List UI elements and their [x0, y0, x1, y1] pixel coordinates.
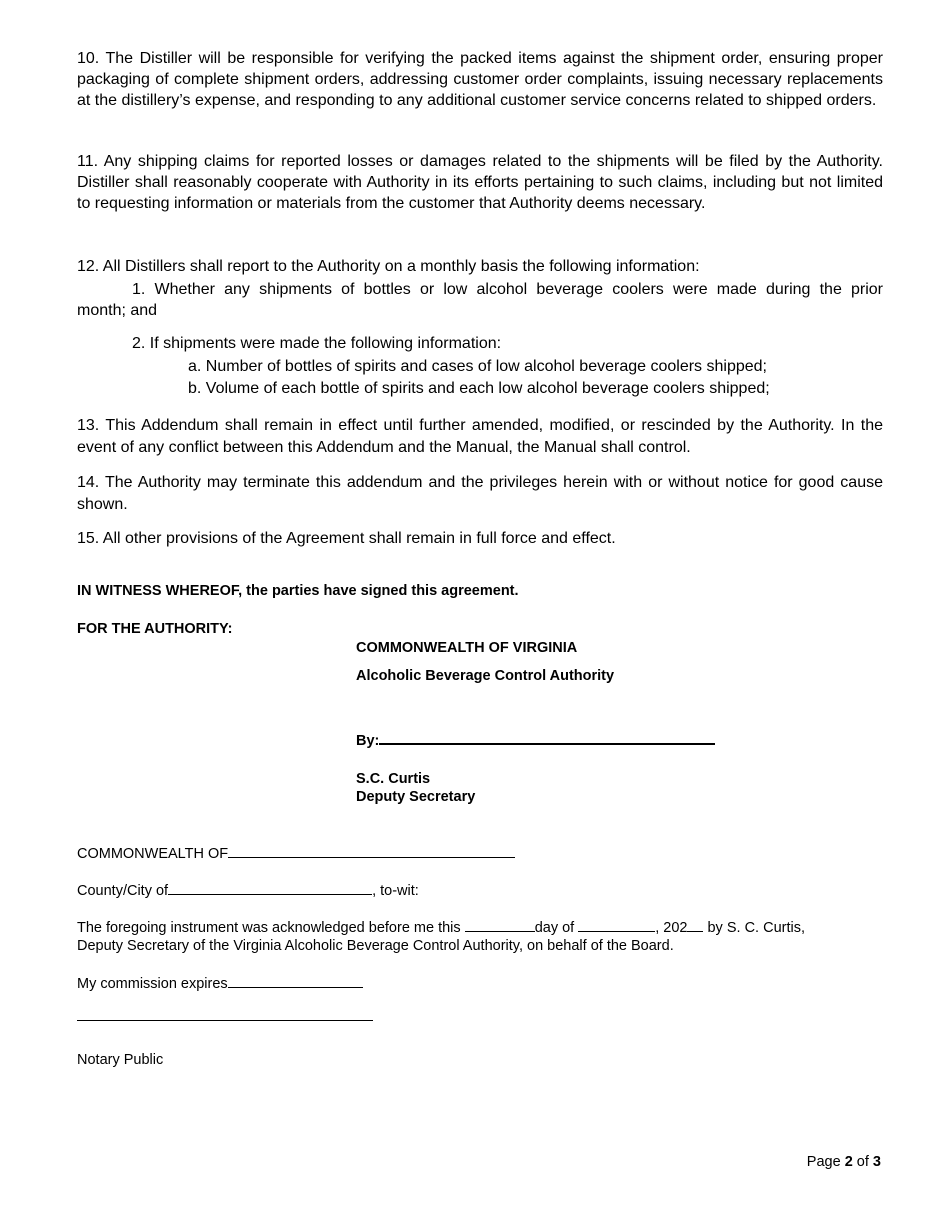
- notary-public-label: Notary Public: [77, 1052, 164, 1068]
- county-label: County/City of: [77, 883, 169, 899]
- witness-statement: IN WITNESS WHEREOF, the parties have signed this agreement.: [77, 583, 519, 599]
- org-name-line1: COMMONWEALTH OF VIRGINIA: [356, 640, 578, 656]
- signature-line: [379, 742, 715, 745]
- day-blank: [465, 930, 535, 932]
- clause-14: 14. The Authority may terminate this addendum and the privileges herein with or without notice for good cause shown.: [77, 474, 883, 513]
- commission-label: My commission expires: [77, 976, 228, 992]
- notary-signature-line: [77, 1020, 373, 1021]
- clause-12-item-1: [77, 279, 883, 321]
- page-current: 2: [844, 1154, 853, 1170]
- for-authority-heading: FOR THE AUTHORITY:: [77, 621, 233, 637]
- ack-text-1: The foregoing instrument was acknowledged before me this: [77, 920, 465, 936]
- commonwealth-blank: [228, 856, 515, 858]
- of-word: of: [852, 1154, 873, 1170]
- county-suffix: , to-wit:: [372, 883, 419, 899]
- clause-12-item-2b: b. Volume of each bottle of spirits and each low alcohol beverage coolers shipped;: [188, 380, 770, 397]
- page-number: [807, 1154, 881, 1170]
- clause-12-item-2: 2. If shipments were made the following information:: [132, 335, 502, 352]
- notary-acknowledgment-line2: Deputy Secretary of the Virginia Alcoholic Beverage Control Authority, on behalf of the Board.: [77, 938, 674, 954]
- signature-by-line: [356, 733, 715, 749]
- signer-title: Deputy Secretary: [356, 789, 476, 805]
- org-name-line2: Alcoholic Beverage Control Authority: [356, 668, 615, 684]
- clause-11: 11. Any shipping claims for reported losses or damages related to the shipments will be filed by the Authority. Distiller shall reasonably cooperate with Authority in its efforts pertaining to such claims, including but not limited to requesting information or materials from the customer that Authority deems necessary.: [77, 153, 883, 212]
- page-total: 3: [872, 1154, 881, 1170]
- ack-text-2: day of: [534, 920, 579, 936]
- clause-15: 15. All other provisions of the Agreement shall remain in full force and effect.: [77, 530, 616, 547]
- notary-commonwealth: [77, 846, 515, 862]
- page-word: Page: [806, 1154, 845, 1170]
- county-blank: [168, 893, 372, 895]
- clause-13: 13. This Addendum shall remain in effect until further amended, modified, or rescinded by the Authority. In the event of any conflict between this Addendum and the Manual, the Manual shall control.: [77, 417, 883, 456]
- clause-12-intro: 12. All Distillers shall report to the Authority on a monthly basis the following information:: [77, 258, 700, 275]
- notary-acknowledgment-line1: [77, 920, 805, 936]
- clause-10: 10. The Distiller will be responsible for verifying the packed items against the shipment order, ensuring proper packaging of complete shipment orders, addressing customer order complaints, issuing necessary replacements at the distillery’s expense, and responding to any additional customer service concerns related to shipped orders.: [77, 50, 883, 109]
- ack-text-4: by S. C. Curtis,: [703, 920, 805, 936]
- ack-text-3: , 202: [655, 920, 688, 936]
- by-label: By:: [356, 733, 380, 749]
- notary-county: [77, 883, 419, 899]
- signer-name: S.C. Curtis: [356, 771, 431, 787]
- commission-blank: [228, 986, 363, 988]
- clause-12-item-1-line2: month; and: [77, 302, 158, 319]
- commonwealth-label: COMMONWEALTH OF: [77, 846, 229, 862]
- notary-commission: [77, 976, 363, 992]
- clause-12-item-2a: a. Number of bottles of spirits and cases of low alcohol beverage coolers shipped;: [188, 358, 767, 375]
- clause-12-item-1-line1: 1. Whether any shipments of bottles or low alcohol beverage coolers were made during the prior: [132, 281, 883, 298]
- year-blank: [687, 930, 703, 932]
- month-blank: [578, 930, 655, 932]
